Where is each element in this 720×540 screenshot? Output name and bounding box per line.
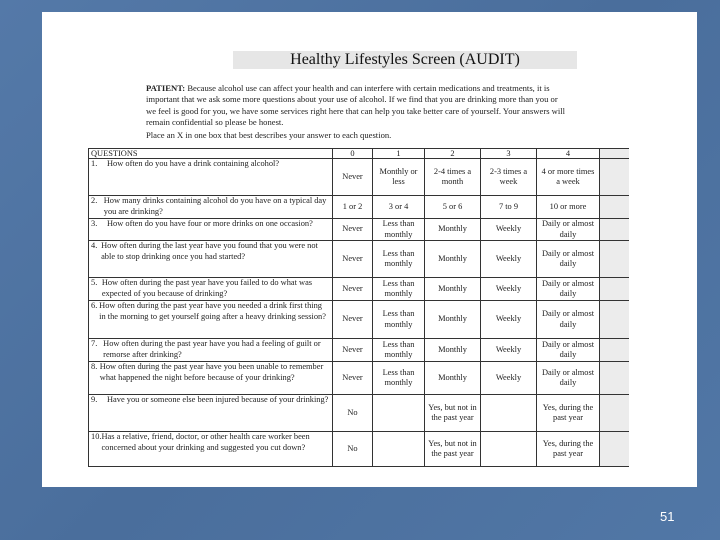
instruction: Place an X in one box that best describes your answer to each question.	[146, 130, 392, 140]
question-cell	[89, 219, 333, 241]
answer-option[interactable]: Weekly	[481, 219, 537, 241]
question-text: How many drinks containing alcohol do you have on a typical day you are drinking?	[103, 196, 327, 216]
answer-option[interactable]: Weekly	[481, 301, 537, 339]
question-row	[89, 196, 629, 219]
question-cell	[89, 362, 333, 395]
answer-option[interactable]: Monthly	[425, 339, 481, 362]
header-row	[89, 149, 629, 159]
intro-text: Because alcohol use can affect your health and can interfere with certain medications and treatments, it is important that we ask some more questions about your use of alcohol. If we find that you are drinking more than you or we feel is good for you, we have some services right here that can help you take better care of yourself. Your answers will remain confidential so please be honest.	[146, 83, 566, 127]
answer-option[interactable]	[373, 432, 425, 467]
answer-option[interactable]: Less than monthly	[373, 339, 425, 362]
score-cell	[600, 301, 629, 339]
answer-option[interactable]: 4 or more times a week	[537, 159, 600, 196]
question-row	[89, 159, 629, 196]
score-cell	[600, 339, 629, 362]
answer-option[interactable]: 3 or 4	[373, 196, 425, 219]
question-row	[89, 362, 629, 395]
question-row	[89, 241, 629, 278]
score-cell	[600, 432, 629, 467]
answer-option[interactable]: No	[333, 395, 373, 432]
answer-option[interactable]: Less than monthly	[373, 301, 425, 339]
question-cell	[89, 241, 333, 278]
intro-label: PATIENT:	[146, 83, 186, 93]
answer-option[interactable]: Yes, but not in the past year	[425, 432, 481, 467]
answer-option[interactable]: No	[333, 432, 373, 467]
answer-option[interactable]: Weekly	[481, 339, 537, 362]
answer-option[interactable]: Never	[333, 301, 373, 339]
answer-option[interactable]: Monthly	[425, 362, 481, 395]
answer-option[interactable]: Less than monthly	[373, 241, 425, 278]
answer-option[interactable]: 7 to 9	[481, 196, 537, 219]
question-row	[89, 219, 629, 241]
question-text: How often during the past year have you needed a drink first thing in the morning to get yourself going after a heavy drinking session?	[99, 301, 326, 321]
score-cell	[600, 278, 629, 301]
question-text: How often during the past year have you had a feeling of guilt or remorse after drinking?	[103, 339, 321, 359]
question-row	[89, 301, 629, 339]
question-number: 9.	[91, 395, 98, 404]
answer-option[interactable]: Daily or almost daily	[537, 339, 600, 362]
score-cell	[600, 241, 629, 278]
answer-option[interactable]: Less than monthly	[373, 362, 425, 395]
answer-option[interactable]: Never	[333, 241, 373, 278]
answer-option[interactable]: Weekly	[481, 362, 537, 395]
score-cell	[600, 196, 629, 219]
score-cell	[600, 159, 629, 196]
question-cell	[89, 395, 333, 432]
document-title: Healthy Lifestyles Screen (AUDIT)	[233, 51, 577, 69]
answer-option[interactable]: Yes, during the past year	[537, 395, 600, 432]
page-number: 51	[660, 509, 675, 524]
question-cell	[89, 196, 333, 219]
score-column-header	[600, 149, 629, 159]
answer-option[interactable]: Never	[333, 362, 373, 395]
question-number: 6.	[91, 301, 98, 310]
score-header-0: 0	[333, 149, 373, 159]
question-cell	[89, 432, 333, 467]
question-text: How often during the past year have you failed to do what was expected of you because of drinking?	[101, 278, 313, 298]
answer-option[interactable]: Monthly	[425, 241, 481, 278]
answer-option[interactable]: Daily or almost daily	[537, 301, 600, 339]
answer-option[interactable]: Weekly	[481, 241, 537, 278]
answer-option[interactable]: Less than monthly	[373, 219, 425, 241]
answer-option[interactable]: Daily or almost daily	[537, 362, 600, 395]
question-text: Has a relative, friend, doctor, or other health care worker been concerned about your drinking and suggested you cut down?	[101, 432, 310, 452]
question-number: 4.	[91, 241, 98, 250]
score-cell	[600, 219, 629, 241]
question-cell	[89, 301, 333, 339]
score-cell	[600, 395, 629, 432]
answer-option[interactable]: Never	[333, 278, 373, 301]
answer-option[interactable]	[481, 395, 537, 432]
question-text: How often do you have a drink containing alcohol?	[107, 159, 280, 168]
question-row	[89, 432, 629, 467]
question-text: Have you or someone else been injured because of your drinking?	[107, 395, 329, 404]
score-header-2: 2	[425, 149, 481, 159]
answer-option[interactable]	[373, 395, 425, 432]
audit-table	[88, 148, 629, 467]
answer-option[interactable]: Daily or almost daily	[537, 278, 600, 301]
question-cell	[89, 339, 333, 362]
patient-intro	[146, 83, 566, 128]
answer-option[interactable]: 2-3 times a week	[481, 159, 537, 196]
answer-option[interactable]	[481, 432, 537, 467]
questions-header: QUESTIONS	[89, 149, 333, 159]
answer-option[interactable]: Less than monthly	[373, 278, 425, 301]
question-row	[89, 278, 629, 301]
question-cell	[89, 159, 333, 196]
answer-option[interactable]: 2-4 times a month	[425, 159, 481, 196]
answer-option[interactable]: Yes, but not in the past year	[425, 395, 481, 432]
question-number: 2.	[91, 196, 98, 205]
answer-option[interactable]: Monthly	[425, 278, 481, 301]
score-header-4: 4	[537, 149, 600, 159]
answer-option[interactable]: Daily or almost daily	[537, 241, 600, 278]
answer-option[interactable]: Never	[333, 159, 373, 196]
answer-option[interactable]: 10 or more	[537, 196, 600, 219]
answer-option[interactable]: Yes, during the past year	[537, 432, 600, 467]
answer-option[interactable]: Weekly	[481, 278, 537, 301]
score-header-3: 3	[481, 149, 537, 159]
question-number: 8.	[91, 362, 98, 371]
question-row	[89, 395, 629, 432]
question-row	[89, 339, 629, 362]
question-number: 7.	[91, 339, 98, 348]
question-number: 3.	[91, 219, 98, 228]
answer-option[interactable]: 5 or 6	[425, 196, 481, 219]
question-number: 1.	[91, 159, 98, 168]
question-text: How often during the past year have you been unable to remember what happened the night before because of your drinking?	[99, 362, 324, 382]
question-number: 10.	[91, 432, 102, 441]
answer-option[interactable]: Daily or almost daily	[537, 219, 600, 241]
answer-option[interactable]: Never	[333, 339, 373, 362]
score-cell	[600, 362, 629, 395]
question-text: How often do you have four or more drinks on one occasion?	[107, 219, 313, 228]
answer-option[interactable]: Never	[333, 219, 373, 241]
score-header-1: 1	[373, 149, 425, 159]
answer-option[interactable]: Monthly or less	[373, 159, 425, 196]
question-cell	[89, 278, 333, 301]
question-number: 5.	[91, 278, 98, 287]
answer-option[interactable]: 1 or 2	[333, 196, 373, 219]
question-text: How often during the last year have you found that you were not able to stop drinking once you had started?	[101, 241, 318, 261]
answer-option[interactable]: Monthly	[425, 219, 481, 241]
answer-option[interactable]: Monthly	[425, 301, 481, 339]
